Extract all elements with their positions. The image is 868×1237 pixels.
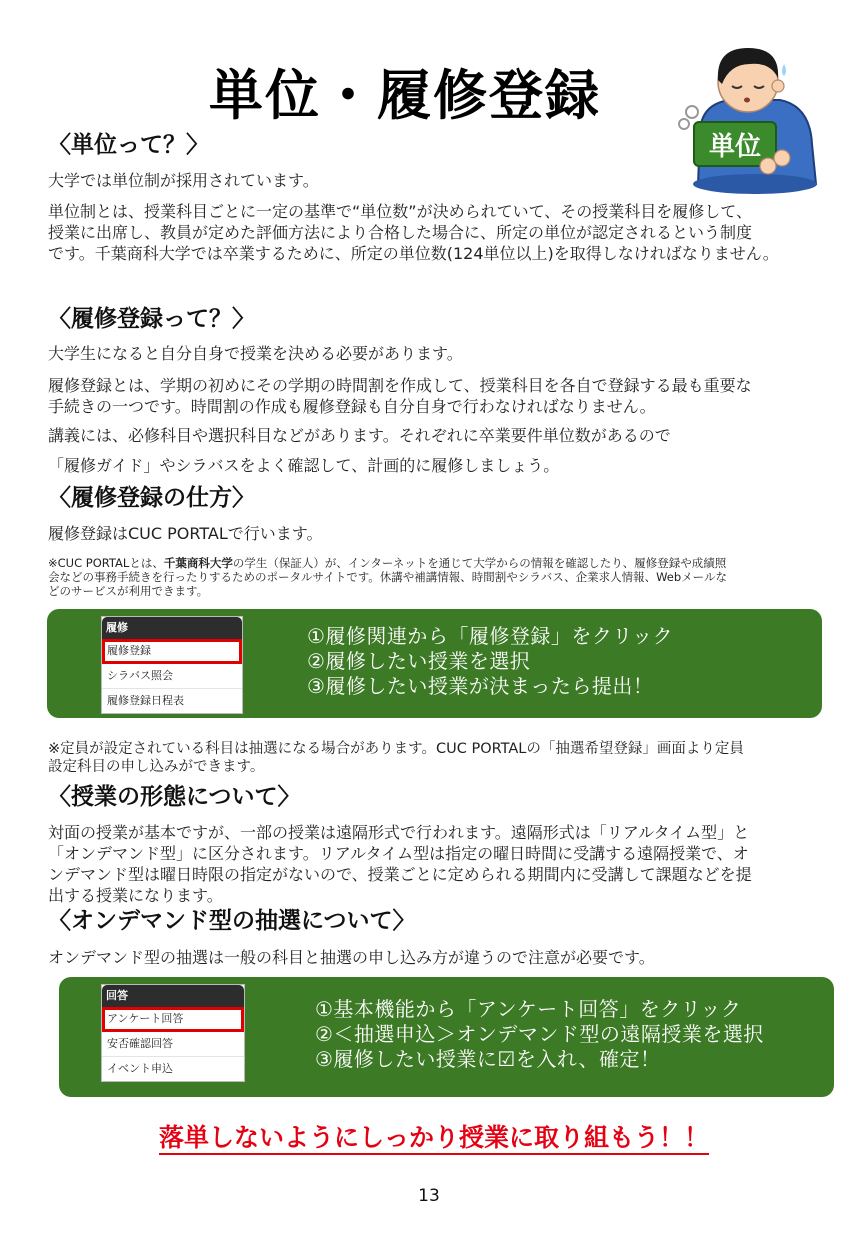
sign-text: 単位 [708,132,762,162]
portal-note [48,556,848,598]
menu-header: 回答 [102,985,244,1007]
menu-item-survey[interactable]: アンケート回答 [102,1007,244,1032]
step-2: ②＜抽選申込＞オンデマンド型の遠隔授業を選択 [315,1022,764,1046]
portal-menu-registration [101,616,243,714]
slogan [0,1122,868,1154]
lottery-note [48,740,848,776]
heading-registration: 〈履修登録って？〉 [48,306,255,332]
credits-definition [48,201,853,264]
registration-lectures: 講義には、必修科目や選択科目などがあります。それぞれに卒業要件単位数があるので [48,426,671,445]
menu-header: 履修 [102,617,242,639]
note-text: の学生（保証人）が、インターネットを通じて大学からの情報を確認したり、履修登録や成績照 [232,556,727,570]
heading-credits: 〈単位って？〉 [48,132,209,158]
text-line: 対面の授業が基本ですが、一部の授業は遠隔形式で行われます。遠隔形式は「リアルタイム型」と [48,823,750,842]
heading-ondemand: 〈オンデマンド型の抽選について〉 [48,908,416,934]
registration-steps [307,624,673,699]
ondemand-intro: オンデマンド型の抽選は一般の科目と抽選の申し込み方が違うので注意が必要です。 [48,948,655,967]
step-1: ①履修関連から「履修登録」をクリック [307,624,674,648]
text-line: 出する授業になります。 [48,886,223,905]
text-line: 授業に出席し、教員が定めた評価方法により合格した場合に、所定の単位が認定されるという制度 [48,223,753,242]
registration-definition [48,375,848,417]
text-line: です。千葉商科大学では卒業するために、所定の単位数(124単位以上)を取得しなければなりません。 [48,244,779,263]
step-3: ③履修したい授業が決まったら提出！ [307,674,654,698]
text-line: ※定員が設定されている科目は抽選になる場合があります。CUC PORTALの「抽選希望登録」画面より定員 [48,741,744,757]
menu-item-event[interactable]: イベント申込 [107,1062,173,1075]
step-2: ②履修したい授業を選択 [307,649,531,673]
registration-guide: 「履修ガイド」やシラバスをよく確認して、計画的に履修しましょう。 [48,456,560,475]
note-bold: 千葉商科大学 [163,556,233,570]
menu-item-schedule[interactable]: 履修登録日程表 [107,694,184,707]
student-with-credit-sign-illustration [670,34,830,194]
text-line: ンデマンド型は曜日時限の指定がないので、授業ごとに定められる期間内に受講して課題などを提 [48,865,752,884]
text-line: 設定科目の申し込みができます。 [48,759,265,775]
page-number: 13 [418,1186,440,1206]
note-prefix: ※CUC PORTALとは、 [48,556,164,570]
credits-intro: 大学では単位制が採用されています。 [48,171,319,190]
step-3: ③履修したい授業に☑を入れ、確定！ [315,1047,661,1071]
slogan-text: 落単しないようにしっかり授業に取り組もう！！ [159,1123,709,1155]
text-line: 手続きの一つです。時間割の作成も履修登録も自分自身で行わなければなりません。 [48,397,656,416]
note-text: 会などの事務手続きを行ったりするためのポータルサイトです。休講や補講情報、時間割やシラバス、企業求人情報、Webメールな [48,570,727,584]
text-line: 履修登録とは、学期の初めにその学期の時間割を作成して、授業科目を各自で登録する最も重要な [48,376,752,395]
step-1: ①基本機能から「アンケート回答」をクリック [315,997,742,1021]
heading-format: 〈授業の形態について〉 [48,784,301,810]
ondemand-steps [315,997,764,1072]
portal-menu-answer [101,984,245,1082]
text-line: 「オンデマンド型」に区分されます。リアルタイム型は指定の曜日時間に受講する遠隔授業で、オ [48,844,749,863]
menu-item-registration[interactable]: 履修登録 [102,639,242,664]
heading-howto: 〈履修登録の仕方〉 [48,485,255,511]
text-line: 単位制とは、授業科目ごとに一定の基準で“単位数”が決められていて、その授業科目を履修して、 [48,202,752,221]
menu-item-syllabus[interactable]: シラバス照会 [102,664,242,689]
note-text: どのサービスが利用できます。 [48,584,209,598]
menu-item-safety[interactable]: 安否確認回答 [102,1032,244,1057]
page-title: 単位・履修登録 [209,64,601,127]
format-text [48,822,848,906]
registration-intro: 大学生になると自分自身で授業を決める必要があります。 [48,344,463,363]
howto-portal: 履修登録はCUC PORTALで行います。 [48,524,323,543]
